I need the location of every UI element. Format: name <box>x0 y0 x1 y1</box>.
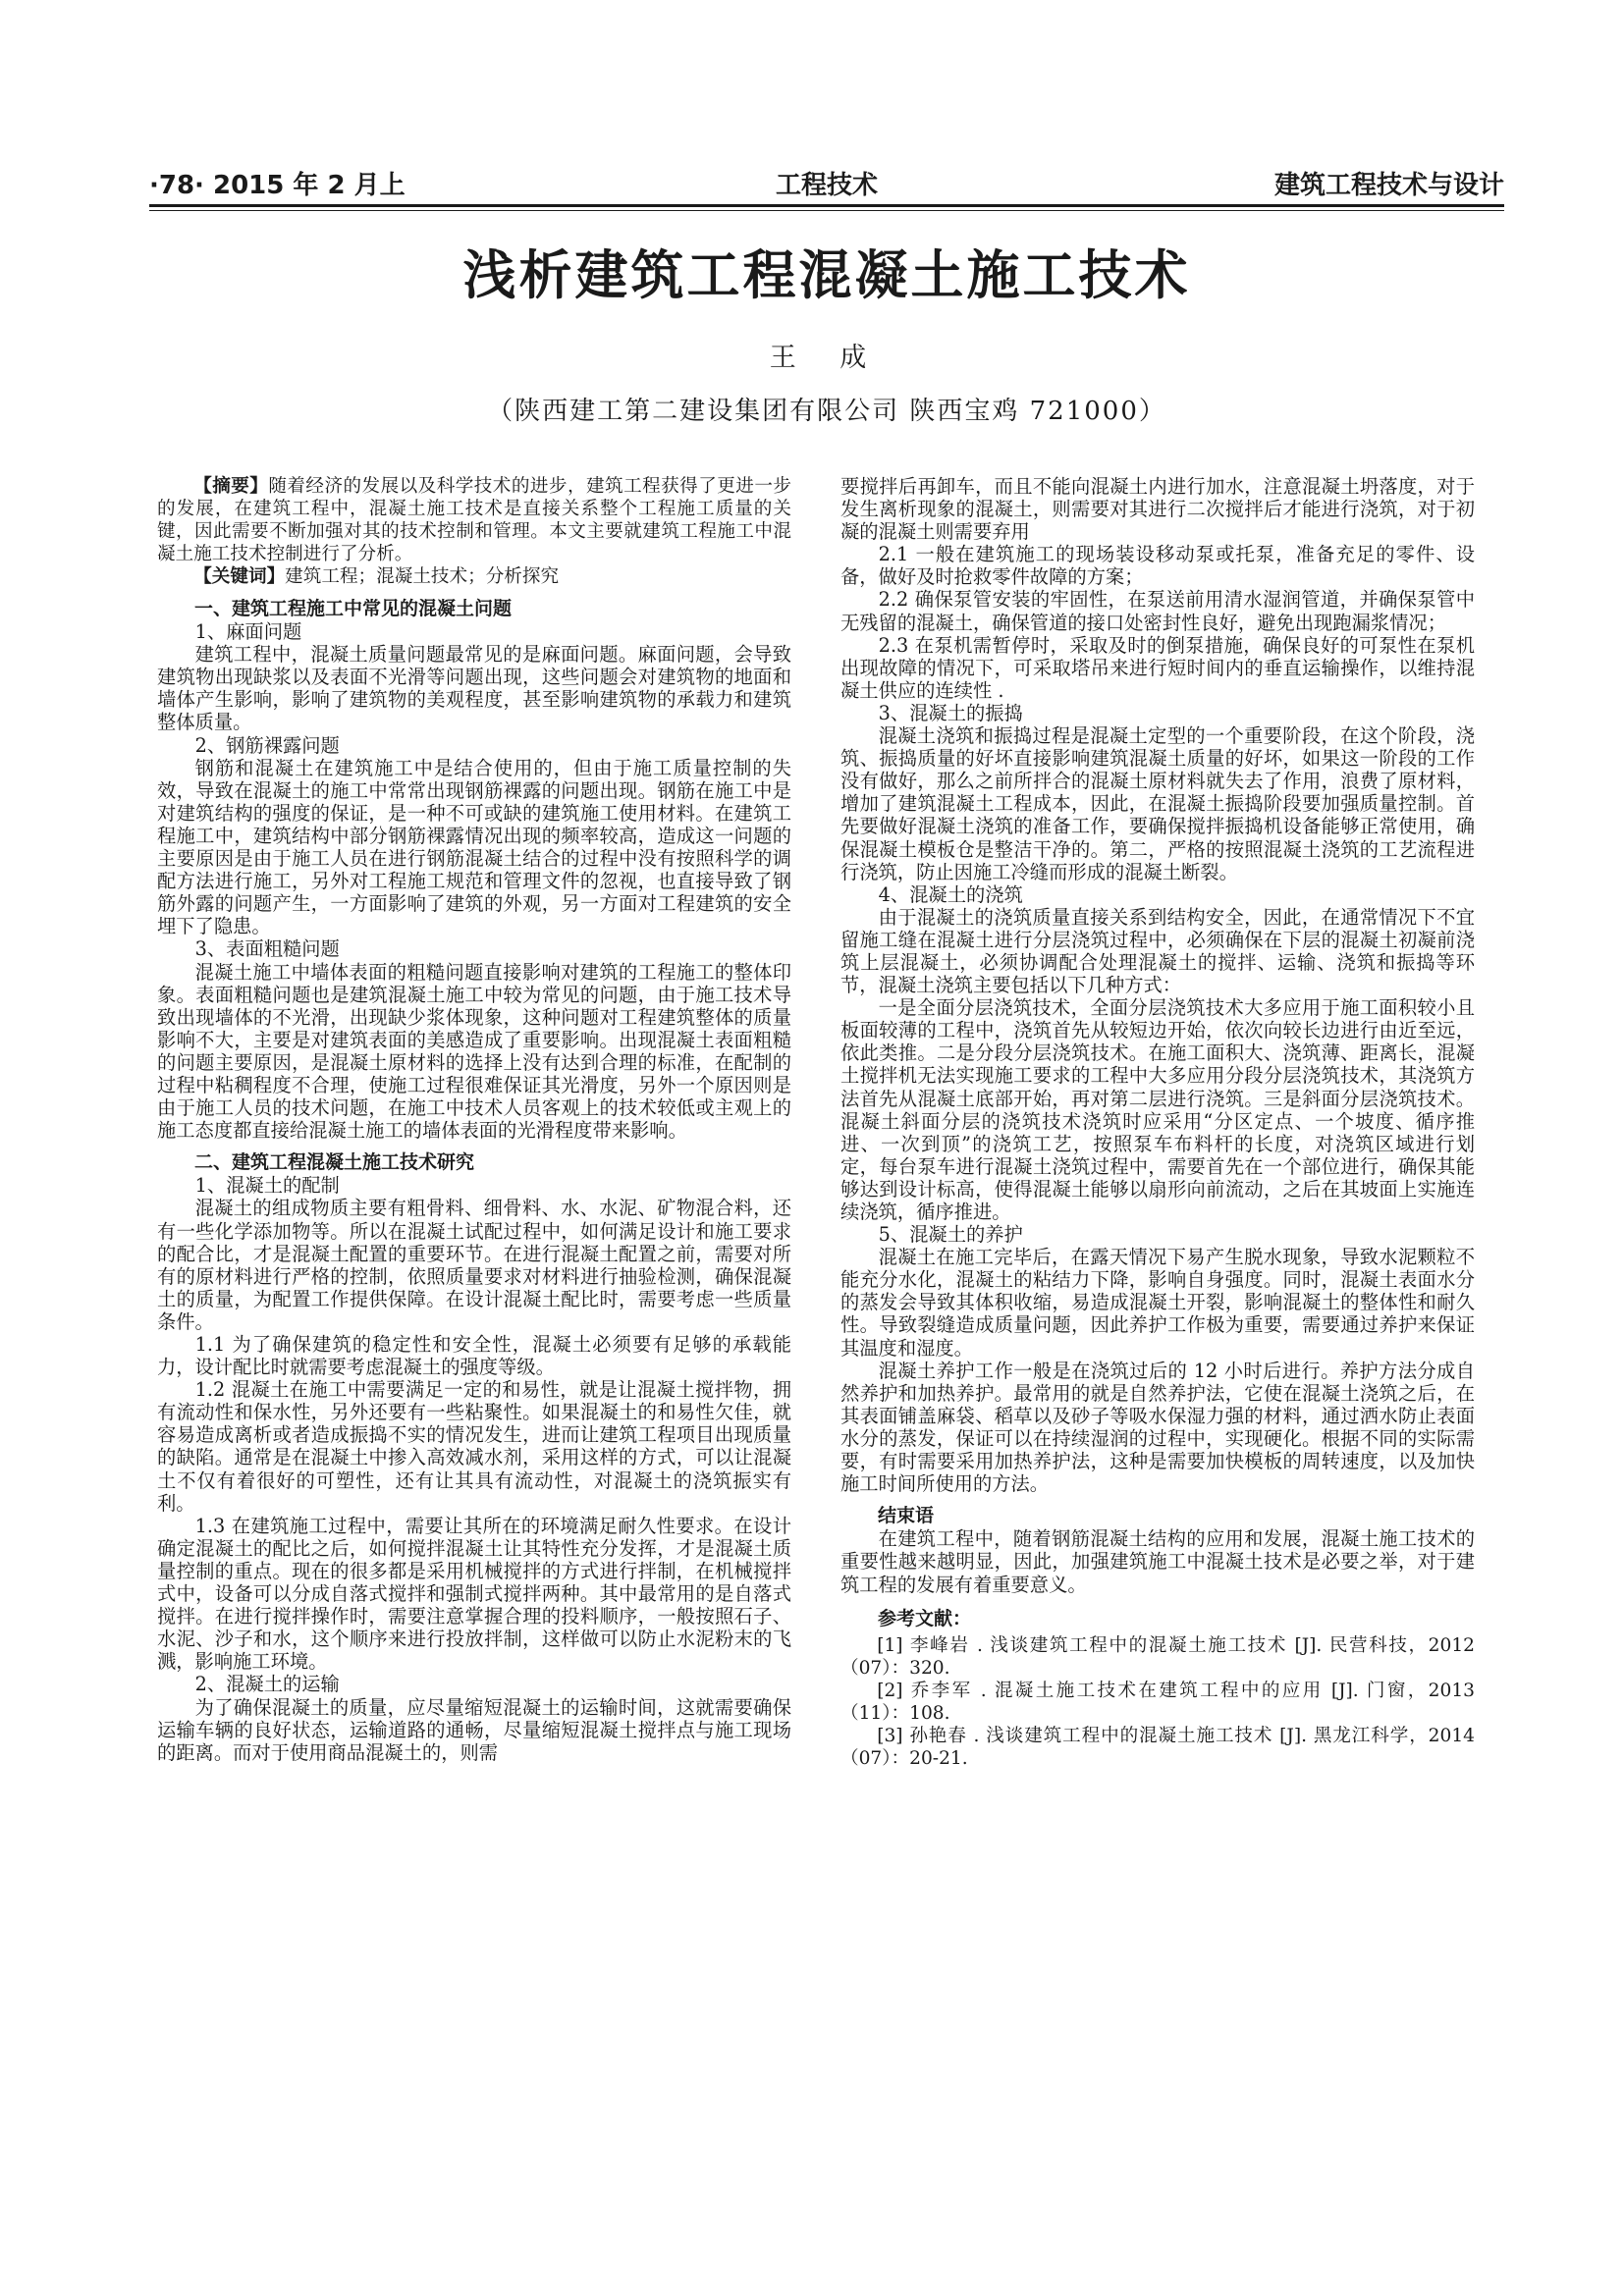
paragraph: 1.1 为了确保建筑的稳定性和安全性，混凝土必须要有足够的承载能力，设计配比时就需要考虑混凝土的强度等级。 <box>157 1333 791 1379</box>
header-rule-thin <box>149 210 1504 211</box>
references-heading: 参考文献： <box>878 1607 972 1629</box>
paragraph: 1.3 在建筑施工过程中，需要让其所在的环境满足耐久性要求。在设计确定混凝土的配比之后，如何搅拌混凝土让其特性充分发挥，才是混凝土质量控制的重点。现在的很多都是采用机械搅拌的方式进行拌制，在机械搅拌式中，设备可以分成自落式搅拌和强制式搅拌两种。其中最常用的是自落式搅拌。在进行搅拌操作时，需要注意掌握合理的投料顺序，一般按照石子、水泥、沙子和水，这个顺序来进行投放拌制，这样做可以防止水泥粉末的飞溅，影响施工环境。 <box>157 1514 791 1674</box>
subsection-heading: 2、混凝土的运输 <box>194 1673 340 1696</box>
reference-item: [3] 孙艳春 . 浅谈建筑工程中的混凝土施工技术 [J]. 黑龙江科学，2014（07）：20-21. <box>840 1726 1475 1770</box>
paragraph: 2.2 确保泵管安装的牢固性，在泵送前用清水湿润管道，并确保泵管中无残留的混凝土，确保管道的接口处密封性良好，避免出现跑漏浆情况； <box>840 588 1475 634</box>
paragraph: 由于混凝土的浇筑质量直接关系到结构安全，因此，在通常情况下不宜留施工缝在混凝土进行分层浇筑过程中，必须确保在下层的混凝土初凝前浇筑上层混凝土，必须协调配合处理混凝土的搅拌、运输、浇筑和振捣等环节，混凝土浇筑主要包括以下几种方式： <box>840 905 1475 997</box>
left-column <box>157 475 791 1764</box>
subsection-heading: 1、混凝土的配制 <box>194 1174 340 1198</box>
paragraph: 2.3 在泵机需暂停时，采取及时的倒泵措施，确保良好的可泵性在泵机出现故障的情况下，可采取塔吊来进行短时间内的垂直运输操作，以维持混凝土供应的连续性 . <box>840 633 1475 702</box>
abstract-label: 【摘要】 <box>193 476 269 497</box>
paragraph: 混凝土在施工完毕后，在露天情况下易产生脱水现象，导致水泥颗粒不能充分水化，混凝土的粘结力下降，影响自身强度。同时，混凝土表面水分的蒸发会导致其体积收缩，易造成混凝土开裂，影响混凝土的整体性和耐久性。导致裂缝造成质量问题，因此养护工作极为重要，需要通过养护来保证其温度和湿度。 <box>840 1246 1475 1360</box>
right-column <box>840 475 1475 1770</box>
reference-item: [1] 李峰岩 . 浅谈建筑工程中的混凝土施工技术 [J]. 民营科技，2012（07）：320. <box>840 1634 1475 1679</box>
keywords-label: 【关键词】 <box>193 566 286 587</box>
section-heading: 结束语 <box>878 1505 935 1527</box>
section-name: 建筑工程技术与设计 <box>1273 171 1504 200</box>
article-title: 浅析建筑工程混凝土施工技术 <box>462 243 1191 306</box>
abstract-text: 随着经济的发展以及科学技术的进步，建筑工程获得了更进一步的发展，在建筑工程中，混凝土施工技术是直接关系整个工程施工质量的关键，因此需要不断加强对其的技术控制和管理。本文主要就建筑工程施工中混凝土施工技术控制进行了分析。 <box>157 476 791 564</box>
paragraph: 混凝土浇筑和振捣过程是混凝土定型的一个重要阶段，在这个阶段，浇筑、振捣质量的好坏直接影响建筑混凝土质量的好坏，如果这一阶段的工作没有做好，那么之前所拌合的混凝土原材料就失去了作用，浪费了原材料，增加了建筑混凝土工程成本，因此，在混凝土振捣阶段要加强质量控制。首先要做好混凝土浇筑的准备工作，要确保搅拌振捣机设备能够正常使用，确保混凝土模板仓是整洁干净的。第二，严格的按照混凝土浇筑的工艺流程进行浇筑，防止因施工冷缝而形成的混凝土断裂。 <box>840 724 1475 883</box>
page-number-date: ·78· 2015 年 2 月上 <box>149 171 406 200</box>
paragraph: 混凝土施工中墙体表面的粗糙问题直接影响对建筑的工程施工的整体印象。表面粗糙问题也是建筑混凝土施工中较为常见的问题，由于施工技术导致出现墙体的不光滑，出现缺少浆体现象，这种问题对工程建筑整体的质量影响不大，主要是对建筑表面的美感造成了重要影响。出现混凝土表面粗糙的问题主要原因，是混凝土原材料的选择上没有达到合理的标准，在配制的过程中粘稠程度不合理，使施工过程很难保证其光滑度，另外一个原因则是由于施工人员的技术问题，在施工中技术人员客观上的技术较低或主观上的施工态度都直接给混凝土施工的墙体表面的光滑程度带来影响。 <box>157 960 791 1143</box>
section-heading: 二、建筑工程混凝土施工技术研究 <box>194 1151 475 1174</box>
paragraph: 为了确保混凝土的质量，应尽量缩短混凝土的运输时间，这就需要确保运输车辆的良好状态，运输道路的通畅，尽量缩短混凝土搅拌点与施工现场的距离。而对于使用商品混凝土的，则需 <box>157 1695 791 1764</box>
paragraph: 在建筑工程中，随着钢筋混凝土结构的应用和发展，混凝土施工技术的重要性越来越明显，因此，加强建筑施工中混凝土技术是必要之举，对于建筑工程的发展有着重要意义。 <box>840 1527 1475 1596</box>
subsection-heading: 4、混凝土的浇筑 <box>878 882 1023 906</box>
paragraph: 建筑工程中，混凝土质量问题最常见的是麻面问题。麻面问题，会导致建筑物出现缺浆以及表面不光滑等问题出现，这些问题会对建筑物的地面和墙体产生影响，影响了建筑物的美观程度，甚至影响建筑物的承载力和建筑整体质量。 <box>157 643 791 734</box>
author: 王 成 <box>769 343 885 373</box>
abstract <box>157 475 791 565</box>
subsection-heading: 2、钢筋裸露问题 <box>194 733 340 757</box>
paragraph: 钢筋和混凝土在建筑施工中是结合使用的，但由于施工质量控制的失效，导致在混凝土的施工中常常出现钢筋裸露的问题出现。钢筋在施工中是对建筑结构的强度的保证，是一种不可或缺的建筑施工使用材料。在建筑工程施工中，建筑结构中部分钢筋裸露情况出现的频率较高，造成这一问题的主要原因是由于施工人员在进行钢筋混凝土结合的过程中没有按照科学的调配方法进行施工，另外对工程施工规范和管理文件的忽视，也直接导致了钢筋外露的问题产生，一方面影响了建筑的外观，另一方面对工程建筑的安全埋下了隐患。 <box>157 756 791 938</box>
subsection-heading: 3、混凝土的振捣 <box>878 701 1023 724</box>
affiliation: （陕西建工第二建设集团有限公司 陕西宝鸡 721000） <box>487 397 1166 426</box>
subsection-heading: 5、混凝土的养护 <box>878 1223 1023 1247</box>
keywords-text: 建筑工程；混凝土技术；分析探究 <box>285 566 560 587</box>
paragraph: 混凝土的组成物质主要有粗骨料、细骨料、水、水泥、矿物混合料，还有一些化学添加物等。所以在混凝土试配过程中，如何满足设计和施工要求的配合比，才是混凝土配置的重要环节。在进行混凝土配置之前，需要对所有的原材料进行严格的控制，依照质量要求对材料进行抽验检测，确保混凝土的质量，为配置工作提供保障。在设计混凝土配比时，需要考虑一些质量条件。 <box>157 1197 791 1333</box>
paragraph: 混凝土养护工作一般是在浇筑过后的 12 小时后进行。养护方法分成自然养护和加热养护。最常用的就是自然养护法，它使在混凝土浇筑之后，在其表面铺盖麻袋、稻草以及砂子等吸水保湿力强的材料，通过洒水防止表面水分的蒸发，保证可以在持续湿润的过程中，实现硬化。根据不同的实际需要，有时需要采用加热养护法，这种是需要加快模板的周转速度，以及加快施工时间所使用的方法。 <box>840 1359 1475 1496</box>
reference-item: [2] 乔李军 . 混凝土施工技术在建筑工程中的应用 [J]. 门窗，2013（11）：108. <box>840 1680 1475 1724</box>
journal-name: 工程技术 <box>775 171 878 200</box>
section-heading: 一、建筑工程施工中常见的混凝土问题 <box>194 598 513 619</box>
paragraph: 2.1 一般在建筑施工的现场装设移动泵或托泵，准备充足的零件、设备，做好及时抢救零件故障的方案； <box>840 543 1475 589</box>
paragraph: 1.2 混凝土在施工中需要满足一定的和易性，就是让混凝土搅拌物，拥有流动性和保水性，另外还要有一些粘聚性。如果混凝土的和易性欠佳，就容易造成离析或者造成振捣不实的情况发生，进而让建筑工程项目出现质量的缺陷。通常是在混凝土中掺入高效减水剂，采用这样的方式，可以让混凝土不仅有着很好的可塑性，还有让其具有流动性，对混凝土的浇筑振实有利。 <box>157 1378 791 1515</box>
header-rule <box>149 204 1504 207</box>
subsection-heading: 1、麻面问题 <box>194 620 302 644</box>
page-header <box>149 157 1504 206</box>
paragraph: 一是全面分层浇筑技术，全面分层浇筑技术大多应用于施工面积较小且板面较薄的工程中，浇筑首先从较短边开始，依次向较长边进行由近至远，依此类推。二是分段分层浇筑技术。在施工面积大、浇筑薄、距离长，混凝土搅拌机无法实现施工要求的工程中大多应用分段分层浇筑技术，其浇筑方法首先从混凝土底部开始，再对第二层进行浇筑。三是斜面分层浇筑技术。混凝土斜面分层的浇筑技术浇筑时应采用“分区定点、一个坡度、循序推进、一次到顶”的浇筑工艺，按照泵车布料杆的长度，对浇筑区域进行划定，每台泵车进行混凝土浇筑过程中，需要首先在一个部位进行，确保其能够达到设计标高，使得混凝土能够以扇形向前流动，之后在其坡面上实施连续浇筑，循序推进。 <box>840 996 1475 1223</box>
paragraph: 要搅拌后再卸车，而且不能向混凝土内进行加水，注意混凝土坍落度，对于发生离析现象的混凝土，则需要对其进行二次搅拌后才能进行浇筑，对于初凝的混凝土则需要弃用 <box>840 475 1475 544</box>
subsection-heading: 3、表面粗糙问题 <box>194 937 340 961</box>
keywords <box>157 565 791 588</box>
